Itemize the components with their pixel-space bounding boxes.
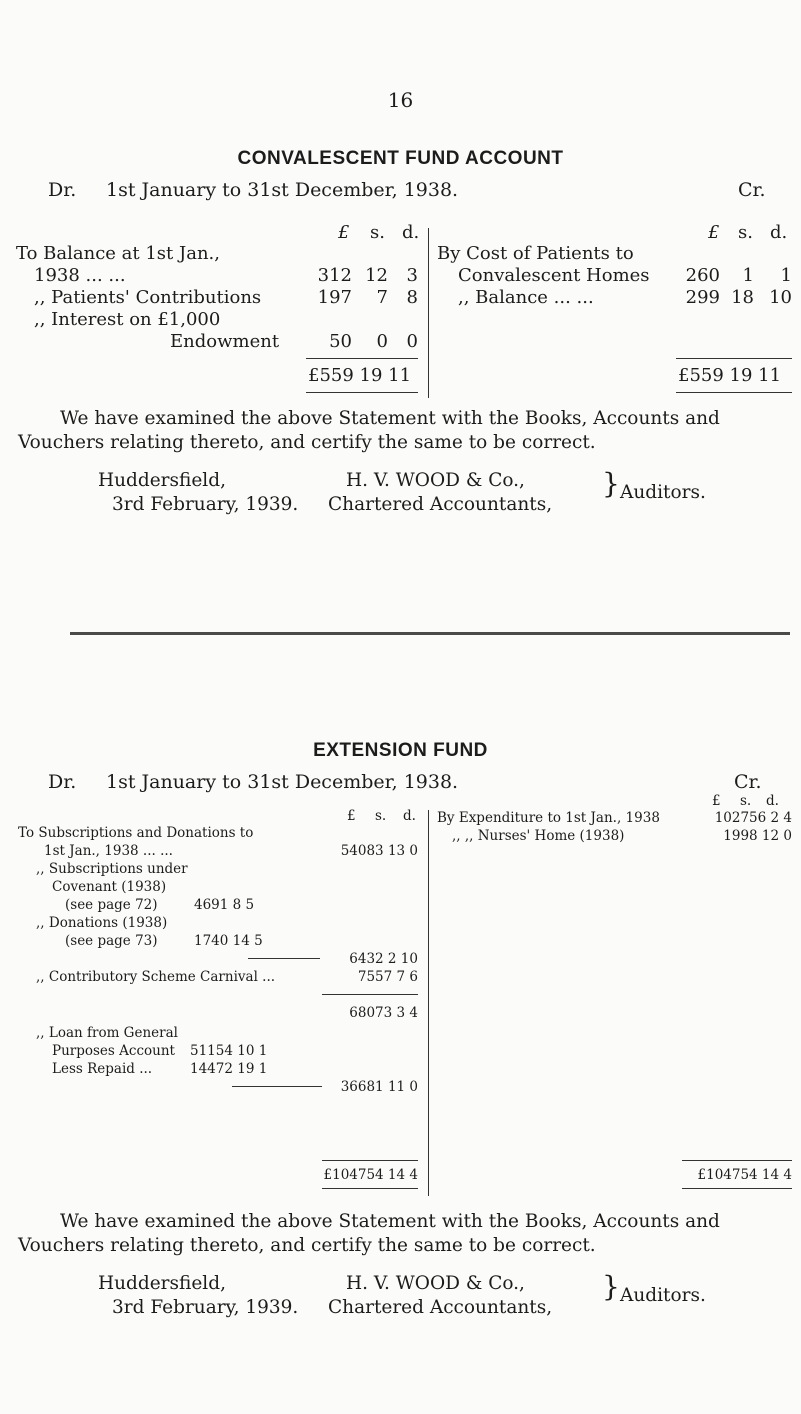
convalescent-dr: Dr.: [48, 179, 77, 201]
convalescent-left-amount-3-pence: 0: [406, 331, 418, 352]
convalescent-auditors: Auditors.: [620, 482, 706, 503]
extension-left-amount-1: 54083 13 0: [340, 843, 418, 859]
extension-left-total-top-rule: [322, 1160, 418, 1161]
convalescent-right-line-1: By Cost of Patients to: [437, 243, 634, 264]
extension-left-line-5: (see page 72): [65, 897, 158, 913]
extension-firm-role: Chartered Accountants,: [328, 1297, 553, 1318]
extension-left-amount-5: 36681 11 0: [340, 1079, 418, 1095]
extension-date: 3rd February, 1939.: [112, 1297, 299, 1318]
convalescent-left-line-3: ,, Patients' Contributions: [34, 287, 262, 308]
extension-donations-amount: 1740 14 5: [194, 933, 263, 949]
extension-certificate-line-2: Vouchers relating thereto, and certify the same to be correct.: [18, 1235, 596, 1256]
convalescent-left-line-4: ,, Interest on £1,000: [34, 309, 221, 330]
convalescent-right-line-2: Convalescent Homes: [458, 265, 650, 286]
convalescent-right-subtotal-rule: [676, 358, 792, 359]
extension-left-line-3: ,, Subscriptions under: [36, 861, 188, 877]
convalescent-right-d-header: d.: [770, 222, 788, 243]
convalescent-right-amount-1-pence: 1: [780, 265, 792, 286]
extension-right-total-rule: [682, 1188, 792, 1189]
convalescent-right-amount-2-pence: 10: [769, 287, 792, 308]
extension-right-amount-2: 1998 12 0: [723, 828, 792, 844]
convalescent-title: CONVALESCENT FUND ACCOUNT: [237, 148, 564, 169]
convalescent-right-amount-2-shillings: 18: [731, 287, 754, 308]
convalescent-left-amount-2-shillings: 7: [376, 287, 388, 308]
page-number: 16: [387, 88, 414, 112]
convalescent-cr: Cr.: [738, 179, 766, 201]
extension-covenant-amount: 4691 8 5: [194, 897, 255, 913]
extension-left-line-1: To Subscriptions and Donations to: [18, 825, 254, 841]
convalescent-left-line-2: 1938 ... ...: [34, 265, 126, 286]
extension-left-pound-header: £: [347, 808, 356, 824]
extension-left-amount-4: 68073 3 4: [349, 1005, 418, 1021]
convalescent-right-amount-1-shillings: 1: [742, 265, 754, 286]
convalescent-left-amount-2-pounds: 197: [317, 287, 352, 308]
extension-left-subtotal-rule: [322, 994, 418, 995]
convalescent-left-line-5: Endowment: [170, 331, 280, 352]
convalescent-right-total-rule: [676, 392, 792, 393]
extension-title: EXTENSION FUND: [313, 740, 488, 761]
convalescent-left-total-rule: [306, 392, 418, 393]
extension-cr: Cr.: [734, 771, 762, 793]
convalescent-brace: }: [602, 467, 620, 500]
extension-right-total-top-rule: [682, 1160, 792, 1161]
convalescent-left-amount-3-pounds: 50: [329, 331, 352, 352]
convalescent-right-amount-2-pounds: 299: [685, 287, 720, 308]
convalescent-certificate-line-1: We have examined the above Statement with the Books, Accounts and: [60, 408, 720, 429]
convalescent-certificate-line-2: Vouchers relating thereto, and certify the same to be correct.: [18, 432, 596, 453]
extension-period: 1st January to 31st December, 1938.: [106, 771, 459, 793]
extension-left-line-6: ,, Donations (1938): [36, 915, 168, 931]
convalescent-right-line-3: ,, Balance ... ...: [458, 287, 594, 308]
extension-right-total: £104754 14 4: [697, 1167, 792, 1183]
extension-left-d-header: d.: [403, 808, 416, 824]
extension-dr: Dr.: [48, 771, 77, 793]
extension-auditors: Auditors.: [620, 1285, 706, 1306]
extension-left-line-7: (see page 73): [65, 933, 158, 949]
extension-loan-amount: 51154 10 1: [190, 1043, 268, 1059]
extension-left-line-2: 1st Jan., 1938 ... ...: [44, 843, 173, 859]
extension-firm: H. V. WOOD & Co.,: [346, 1273, 525, 1294]
extension-brace: }: [602, 1270, 620, 1303]
extension-left-total: £104754 14 4: [323, 1167, 418, 1183]
convalescent-left-amount-1-shillings: 12: [365, 265, 388, 286]
extension-place: Huddersfield,: [98, 1273, 226, 1294]
convalescent-right-amount-1-pounds: 260: [685, 265, 720, 286]
convalescent-left-subtotal-rule: [306, 358, 418, 359]
convalescent-right-pound-header: £: [708, 222, 720, 243]
extension-right-line-2: ,, ,, Nurses' Home (1938): [452, 828, 625, 844]
extension-left-line-9: ,, Loan from General: [36, 1025, 178, 1041]
extension-left-s-header: s.: [375, 808, 387, 824]
convalescent-firm-role: Chartered Accountants,: [328, 494, 553, 515]
convalescent-left-total: £559 19 11: [308, 365, 412, 386]
extension-right-line-1: By Expenditure to 1st Jan., 1938: [437, 810, 660, 826]
extension-certificate-line-1: We have examined the above Statement with the Books, Accounts and: [60, 1211, 720, 1232]
extension-left-line-10: Purposes Account: [52, 1043, 175, 1059]
extension-left-line-4: Covenant (1938): [52, 879, 167, 895]
convalescent-left-line-1: To Balance at 1st Jan.,: [16, 243, 220, 264]
convalescent-left-d-header: d.: [402, 222, 420, 243]
extension-left-amount-3: 7557 7 6: [357, 969, 418, 985]
convalescent-left-s-header: s.: [370, 222, 385, 243]
convalescent-left-amount-3-shillings: 0: [376, 331, 388, 352]
convalescent-date: 3rd February, 1939.: [112, 494, 299, 515]
convalescent-left-amount-1-pounds: 312: [317, 265, 352, 286]
extension-repaid-amount: 14472 19 1: [190, 1061, 268, 1077]
convalescent-period: 1st January to 31st December, 1938.: [106, 179, 459, 201]
convalescent-left-pound-header: £: [338, 222, 350, 243]
extension-column-divider: [428, 810, 429, 1196]
convalescent-right-s-header: s.: [738, 222, 753, 243]
extension-left-line-8: ,, Contributory Scheme Carnival ...: [36, 969, 276, 985]
extension-left-total-rule: [322, 1188, 418, 1189]
convalescent-column-divider: [428, 228, 429, 398]
extension-right-pound-header: £: [712, 793, 721, 809]
extension-right-s-header: s.: [740, 793, 752, 809]
extension-right-d-header: d.: [766, 793, 779, 809]
extension-left-amount-2: 6432 2 10: [349, 951, 418, 967]
extension-left-line-11: Less Repaid ...: [52, 1061, 153, 1077]
convalescent-place: Huddersfield,: [98, 470, 226, 491]
convalescent-left-amount-1-pence: 3: [406, 265, 418, 286]
convalescent-left-amount-2-pence: 8: [406, 287, 418, 308]
extension-right-amount-1: 102756 2 4: [714, 810, 792, 826]
convalescent-firm: H. V. WOOD & Co.,: [346, 470, 525, 491]
convalescent-right-total: £559 19 11: [678, 365, 782, 386]
section-separator-rule: [70, 632, 790, 635]
